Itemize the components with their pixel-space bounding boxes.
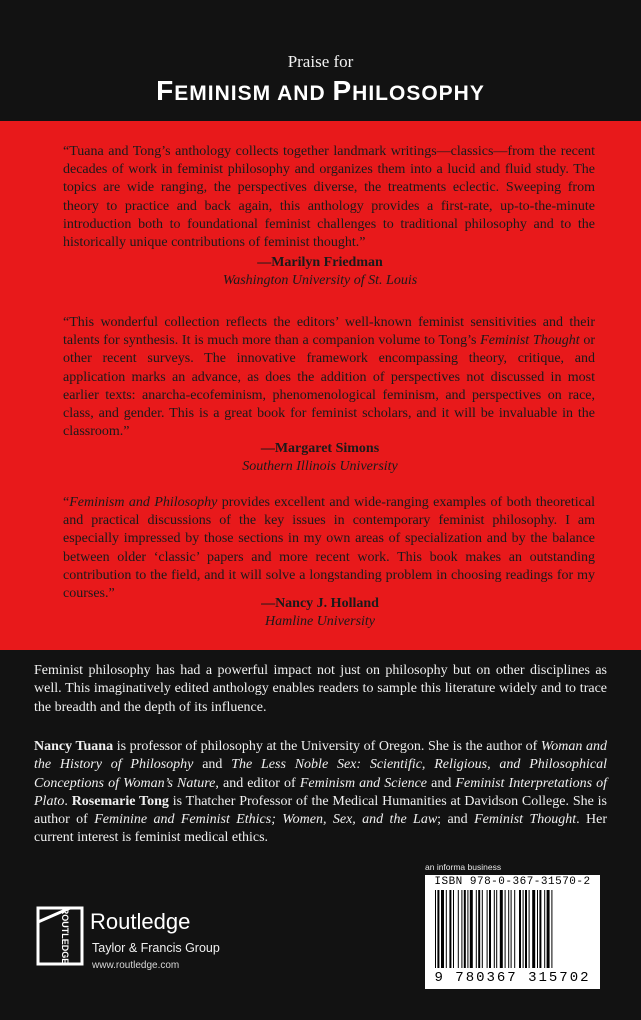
barcode-bar	[547, 890, 550, 968]
barcode-bar	[551, 890, 552, 968]
author-bio-text: . Her current interest is feminist medical ethics.	[34, 812, 607, 846]
book-title	[0, 75, 641, 107]
isbn-label: ISBN 978-0-367-31570-2	[434, 876, 591, 888]
book-ref: Feminism and Science	[299, 775, 428, 791]
barcode-bar	[453, 890, 454, 968]
title-part-hilosophy: HILOSOPHY	[352, 82, 485, 105]
attribution-institution: Washington University of St. Louis	[222, 273, 418, 288]
isbn-barcode	[425, 875, 600, 989]
barcode-bar	[539, 890, 541, 968]
barcode-bar	[544, 890, 545, 968]
informa-tagline: an informa business	[425, 862, 502, 872]
quote-simons	[63, 314, 595, 441]
quote-text-b: or other recent surveys. The innovative framework encompassing theory, critique, and application marks an advance, as does the addition of perspectives not discussed in most earlier texts: anarcha-ecofeminism, phenomenological feminism, and perspectives on race, class, and gender. This is a great book for feminist scholars, and it will be invaluable in the classroom.”	[63, 333, 595, 440]
barcode-digits: 9 780367 315702	[434, 970, 591, 986]
barcode-bar	[500, 890, 503, 968]
barcode-bar	[435, 890, 436, 968]
barcode-bar	[458, 890, 459, 968]
author-name-tong: Rosemarie Tong	[71, 793, 169, 809]
praise-for-label: Praise for	[287, 52, 354, 71]
quote-text-em: Feminism and Philosophy	[69, 495, 218, 510]
attribution-name: —Nancy J. Holland	[261, 596, 379, 611]
barcode-bar	[467, 890, 468, 968]
quote-text-b: provides excellent and wide-ranging examples of both theoretical and practical discussions of the key issues in contemporary feminist philosophy. I am especially impressed by those sections in my own areas of specialization and by the balance between older ‘classic’ papers and more recent work. This book makes an outstanding contribution to the field, and it will solve a longstanding problem in choosing readings for my courses.”	[63, 495, 595, 602]
quote-friedman	[63, 143, 595, 252]
author-bio-text: and	[193, 757, 232, 773]
title-part-p: P	[332, 75, 353, 106]
book-ref: Woman and the History of Philosophy	[34, 739, 607, 773]
quote-text-em: Feminist Thought	[480, 333, 580, 349]
author-bio-text: .	[64, 793, 72, 809]
barcode-bar	[487, 890, 488, 968]
barcode-bar	[514, 890, 515, 968]
barcode-bar	[449, 890, 451, 968]
author-bio-text: , and editor of	[215, 775, 300, 791]
publisher-url[interactable]: www.routledge.com	[92, 960, 180, 971]
barcode-bar	[496, 890, 497, 968]
attribution-name: —Marilyn Friedman	[257, 255, 383, 270]
barcode-bar	[505, 890, 506, 968]
logo-vertical-text: ROUTLEDGE	[60, 907, 70, 965]
praise-panel	[0, 121, 641, 650]
attribution-holland	[200, 595, 440, 631]
book-ref: The Less Noble Sex: Scientific, Religious, and Philosophical Conceptions of Woman’s Nature	[34, 757, 607, 791]
attribution-friedman	[200, 254, 440, 290]
routledge-logo-icon	[36, 906, 84, 966]
quote-text: “Tuana and Tong’s anthology collects together landmark writings—classics—from the recent decades of work in feminist philosophy and organizes them into a lucid and fluid study. The topics are wide ranging, the perspectives diverse, the treatments eclectic. Sweeping from theory to practice and back again, this anthology provides a first-rate, up-to-the-minute introduction both to foundational feminist challenges to traditional philosophy and to the historically unique contributions of feminist thought.”	[63, 144, 595, 251]
author-name-tuana: Nancy Tuana	[34, 739, 114, 754]
book-ref: Feminist Interpretations of Plato	[34, 775, 608, 809]
barcode-bar	[508, 890, 509, 968]
author-bio-text: is professor of philosophy at the University of Oregon. She is the author of	[113, 739, 541, 754]
header	[0, 0, 641, 120]
author-bio-text: is Thatcher Professor of the Medical Humanities at Davidson College. She is author of	[34, 793, 608, 828]
barcode-bars	[433, 890, 595, 968]
barcode-bar	[441, 890, 444, 968]
barcode-bar	[478, 890, 480, 968]
barcode-bar	[529, 890, 530, 968]
barcode-bar	[525, 890, 527, 968]
quote-text-a: “This wonderful collection reflects the editors’ well-known feminist sensitivities and their talents for synthesis. It is much more than a companion volume to Tong’s	[63, 315, 595, 349]
attribution-institution: Hamline University	[264, 614, 376, 629]
publisher-name: Routledge	[90, 909, 191, 934]
attribution-simons	[200, 440, 440, 476]
barcode-bar	[494, 890, 495, 968]
barcode-bar	[489, 890, 491, 968]
barcode-bar	[464, 890, 466, 968]
author-bio-text: ; and	[437, 812, 475, 828]
title-part-eminism: EMINISM AND	[174, 82, 333, 105]
barcode-bar	[523, 890, 524, 968]
barcode-bar	[519, 890, 521, 968]
publisher-group: Taylor & Francis Group	[92, 941, 220, 955]
author-bio-text: and	[427, 775, 456, 791]
barcode-bar	[461, 890, 462, 968]
book-description: Feminist philosophy has had a powerful impact not just on philosophy but on other disciplines as well. This imaginatively edited anthology enables readers to sample this literature widely and to trace the breadth and the depth of its influence.	[34, 663, 607, 715]
barcode-bar	[482, 890, 483, 968]
attribution-name: —Margaret Simons	[260, 441, 380, 456]
barcode-bar	[476, 890, 477, 968]
barcode-bar	[437, 890, 439, 968]
book-ref: Feminist Thought	[474, 812, 577, 828]
barcode-bar	[511, 890, 512, 968]
book-ref: Feminine and Feminist Ethics; Women, Sex, and the Law	[94, 812, 438, 828]
quote-text-a: “	[63, 495, 70, 510]
barcode-bar	[446, 890, 447, 968]
quote-holland	[63, 494, 595, 603]
barcode-bar	[470, 890, 473, 968]
barcode-bar	[532, 890, 535, 968]
barcode-bar	[537, 890, 538, 968]
title-part-f: F	[156, 75, 175, 106]
author-bios	[34, 738, 607, 848]
attribution-institution: Southern Illinois University	[242, 459, 398, 474]
